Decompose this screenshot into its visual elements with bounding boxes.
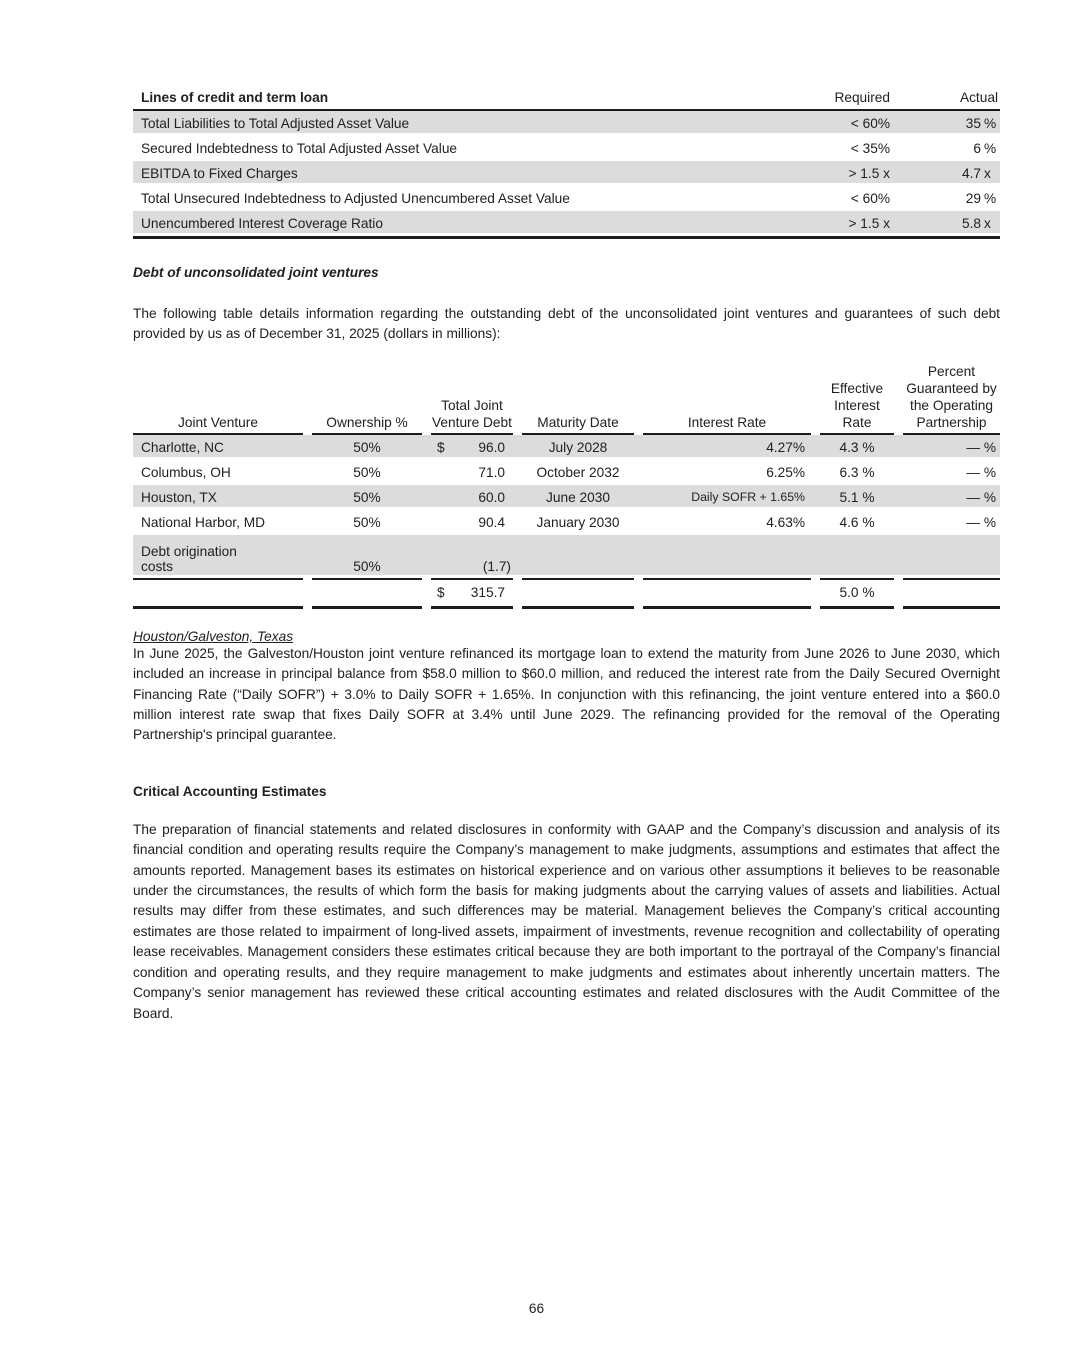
actual-number: 35 (965, 116, 981, 131)
jv-ownership: 50% (353, 558, 381, 574)
jv-guaranteed: — % (966, 464, 996, 480)
actual-value (892, 191, 1000, 206)
jv-ownership: 50% (353, 464, 381, 480)
actual-unit: % (984, 191, 997, 206)
table-row (133, 211, 1000, 236)
table-row (133, 186, 1000, 211)
jv-name: National Harbor, MD (141, 514, 265, 530)
debt-value: 315.7 (470, 585, 505, 601)
jv-ownership: 50% (353, 514, 381, 530)
jv-interest: 4.27% (766, 439, 805, 455)
row-label: Total Liabilities to Total Adjusted Asset Value (141, 116, 410, 131)
required-value: > 1.5 x (848, 166, 890, 181)
row-label: Unencumbered Interest Coverage Ratio (141, 216, 383, 231)
jv-guaranteed: — % (966, 439, 996, 455)
column-header-required: Required (834, 90, 890, 105)
debt-value: 71.0 (478, 464, 505, 480)
actual-number: 5.8 (961, 216, 981, 231)
table-row (133, 535, 1000, 578)
jv-effective-rate: 4.6 % (839, 514, 875, 530)
currency-symbol: $ (437, 585, 445, 601)
debt-value: 60.0 (478, 489, 505, 505)
column-header-guaranteed: Percent Guaranteed by the Operating Partnership (906, 363, 997, 430)
jv-name: Columbus, OH (141, 464, 231, 480)
jv-name: Debt origination costs (141, 543, 237, 574)
column-header-interest: Interest Rate (687, 414, 767, 430)
jv-debt (431, 559, 513, 574)
actual-value (892, 166, 1000, 181)
jv-maturity: July 2028 (548, 439, 608, 455)
credit-table-title: Lines of credit and term loan (141, 90, 329, 105)
column-header-debt: Total Joint Venture Debt (432, 397, 512, 430)
table-bottom-rule (133, 606, 1000, 609)
page-number: 66 (528, 1301, 545, 1316)
jv-interest: 4.63% (766, 514, 805, 530)
actual-value (892, 141, 1000, 156)
section-heading-jv-debt: Debt of unconsolidated joint ventures (133, 265, 379, 280)
jv-guaranteed: — % (966, 489, 996, 505)
section-heading-houston-galveston: Houston/Galveston, Texas (133, 628, 294, 644)
jv-ownership: 50% (353, 439, 381, 455)
jv-interest: Daily SOFR + 1.65% (691, 490, 805, 505)
column-header-joint-venture: Joint Venture (178, 414, 258, 430)
row-label: Secured Indebtedness to Total Adjusted Asset Value (141, 141, 458, 156)
actual-value (892, 116, 1000, 131)
actual-unit: % (984, 116, 997, 131)
total-debt (431, 585, 513, 600)
column-header-effective: Effective Interest Rate (830, 380, 884, 430)
header-rule (133, 433, 1000, 435)
jv-maturity: October 2032 (536, 464, 620, 480)
column-header-actual: Actual (959, 90, 998, 105)
table-row (133, 435, 1000, 460)
currency-symbol: $ (437, 439, 445, 455)
row-label: Total Unsecured Indebtedness to Adjusted Unencumbered Asset Value (141, 191, 570, 206)
required-value: < 60% (850, 116, 890, 131)
jv-debt (431, 515, 513, 530)
jv-ownership: 50% (353, 489, 381, 505)
actual-number: 4.7 (961, 166, 981, 181)
subtotal-rule (133, 578, 1000, 580)
jv-debt (431, 440, 513, 455)
table-row (133, 485, 1000, 510)
row-label: EBITDA to Fixed Charges (141, 166, 298, 181)
table-header-row (133, 363, 1000, 433)
jv-name: Houston, TX (141, 489, 217, 505)
required-value: > 1.5 x (848, 216, 890, 231)
actual-number: 6 (973, 141, 981, 156)
table-row (133, 510, 1000, 535)
jv-guaranteed: — % (966, 514, 996, 530)
column-header-maturity: Maturity Date (537, 414, 619, 430)
jv-name: Charlotte, NC (141, 439, 224, 455)
debt-value: 96.0 (478, 439, 505, 455)
jv-maturity: January 2030 (536, 514, 620, 530)
table-header-row (133, 86, 1000, 111)
actual-unit: x (984, 166, 991, 181)
table-row (133, 460, 1000, 485)
lines-of-credit-table (133, 86, 1000, 239)
actual-number: 29 (965, 191, 981, 206)
table-row (133, 111, 1000, 136)
jv-effective-rate: 5.1 % (839, 489, 875, 505)
joint-venture-table (133, 363, 1000, 609)
table-row (133, 136, 1000, 161)
jv-effective-rate: 4.3 % (839, 439, 875, 455)
jv-debt (431, 490, 513, 505)
jv-debt (431, 465, 513, 480)
jv-effective-rate: 6.3 % (839, 464, 875, 480)
critical-accounting-paragraph: The preparation of financial statements and related disclosures in conformity with GAAP and the Company’s discussion and analysis of its financial condition and operating results require the Company’s management to make judgments, assumptions and estimates that affect the amounts reported. Management bases its estimates on historical experience and on various other assumptions it believes to be reasonable under the circumstances, the results of which form the basis for making judgments about the carrying values of assets and liabilities. Actual results may differ from these estimates, and such differences may be material. Management believes the Company’s critical accounting estimates are those related to impairment of long-lived assets, impairment of investments, revenue recognition and collectability of operating lease receivables. Management considers these estimates critical because they are both important to the portrayal of the Company’s financial condition and operating results, and they require management to make judgments and estimates about inherently uncertain matters. The Company’s senior management has reviewed these critical accounting estimates and related disclosures with the Audit Committee of the Board. (133, 821, 1000, 1021)
houston-paragraph: In June 2025, the Galveston/Houston joint venture refinanced its mortgage loan to extend the maturity from June 2026 to June 2030, which included an increase in principal balance from $58.0 million to $60.0 million, and reduced the interest rate from the Daily Secured Overnight Financing Rate (“Daily SOFR”) + 3.0% to Daily SOFR + 1.65%. In conjunction with this refinancing, the joint venture entered into a $60.0 million interest rate swap that fixes Daily SOFR at 3.4% until June 2029. The refinancing provided for the removal of the Operating Partnership's principal guarantee. (133, 645, 1000, 743)
jv-maturity: June 2030 (546, 489, 610, 505)
table-total-row (133, 580, 1000, 606)
required-value: < 35% (850, 141, 890, 156)
jv-intro-paragraph: The following table details information regarding the outstanding debt of the unconsolidated joint ventures and guarantees of such debt provided by us as of December 31, 2025 (dollars in millions): (133, 306, 1000, 342)
column-header-ownership: Ownership % (326, 414, 408, 430)
actual-unit: x (984, 216, 991, 231)
page-content (133, 86, 1000, 1024)
table-row (133, 161, 1000, 186)
debt-value: (1.7) (482, 558, 511, 574)
actual-value (892, 216, 1000, 231)
debt-value: 90.4 (478, 514, 505, 530)
section-heading-critical-accounting: Critical Accounting Estimates (133, 783, 327, 799)
actual-unit: % (984, 141, 997, 156)
required-value: < 60% (850, 191, 890, 206)
jv-interest: 6.25% (766, 464, 805, 480)
total-effective-rate: 5.0 % (839, 585, 875, 601)
